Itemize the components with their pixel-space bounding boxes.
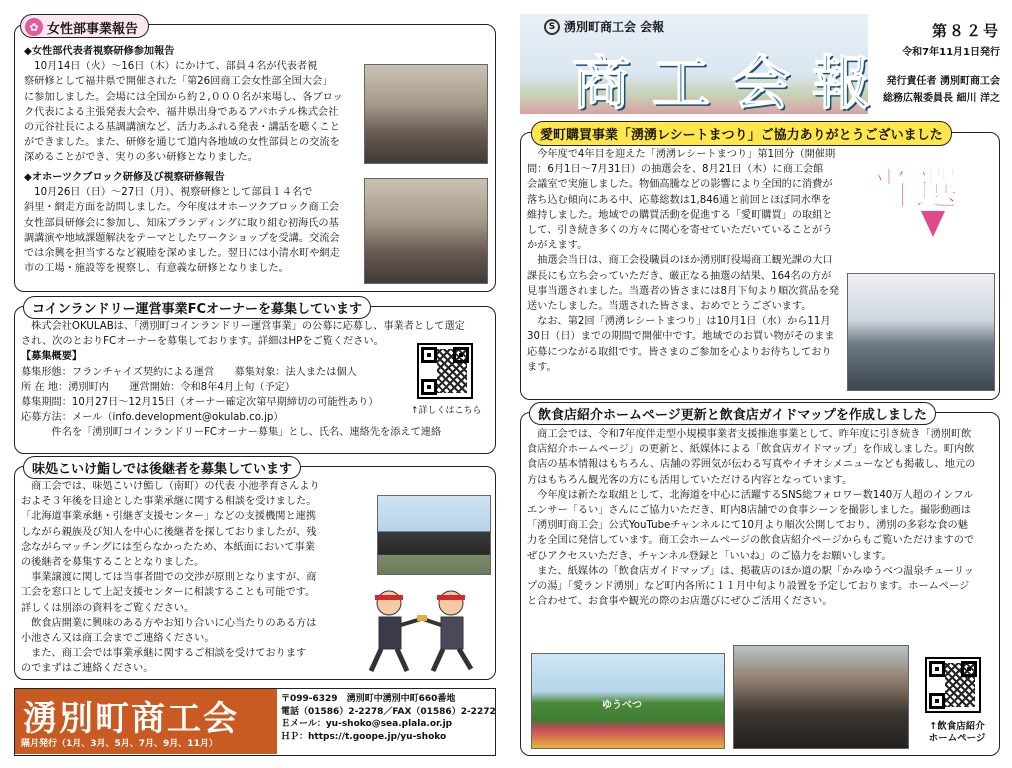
women-sub2-line: 市の工場・施設等を視察し、有意義な研修となりました。	[24, 263, 289, 275]
receipt-body	[527, 147, 857, 375]
editor: 総務広報委員長 細川 洋之	[883, 93, 1000, 104]
laundry-outline-line: 応募方法：メール（info.development@okulab.co.jp）	[21, 412, 284, 424]
sushi-title: 味処こいけ鮨しでは後継者を募集しています	[23, 456, 301, 479]
women-sub1-line: の元谷社長による基調講演など、活力あふれる発表・講話を聴くこと	[24, 122, 340, 134]
sushi-line: また、商工会では事業承継に関するご相談を受けております	[21, 648, 307, 660]
women-sub2-line: 調講演や地域課題解決をテーマとしたワークショップを受講。交流会	[24, 232, 340, 244]
receipt-line: 今年度で4年目を迎えた「湧湧レシートまつり」第1回分（開催期	[527, 149, 836, 160]
footer-brand	[15, 689, 277, 754]
issue-number: 第８２号	[931, 22, 1000, 40]
restaurant-section	[520, 408, 1000, 756]
women-sub1-line: に参加しました。会場には全国から約２,０００名が来場し、各ブロッ	[24, 91, 343, 103]
sushi-line: のでまずはご連絡ください。	[21, 663, 154, 675]
receipt-line: 課長にも立ち会っていただき、厳正なる抽選の結果、164名の方が	[527, 270, 832, 282]
restaurant-title: 飲食店紹介ホームページ更新と飲食店ガイドマップを作成しました	[529, 402, 936, 425]
women-sub1-line: ク代表による主張発表大会や、福井県出身であるアパホテル株式会社	[24, 106, 339, 118]
winner-graphic: 当選	[867, 164, 963, 215]
sushi-line: 詳しくは別添の資料をご覧ください。	[21, 602, 195, 614]
lottery-photo	[847, 273, 995, 391]
restaurant-line: 食店の基本情報はもちろん、店舗の雰囲気が伝わる写真やイチオシメニューなども掲載し、地元の	[527, 459, 976, 471]
women-sub1-line: 察研修として福井県で開催された「第26回商工会女性部全国大会」	[24, 76, 333, 88]
women-sub2-heading: ◆オホーツクブロック研修及び視察研修報告	[24, 172, 225, 183]
footer-hp[interactable]: ＨＰ：https://t.goope.jp/yu-shoko	[281, 731, 447, 742]
laundry-intro-line: され、次のとおりFCオーナーを募集しております。詳細はHPをご覧ください。	[21, 336, 384, 348]
masthead	[520, 14, 1000, 117]
receipt-line: 30日（日）までの期間で開催中です。地域でのお買い物がそのまま	[527, 331, 835, 343]
receipt-line: 間：6月1日～7月31日）の抽選会を、8月21日（木）に商工会館	[527, 164, 824, 176]
restaurant-line: エンサー「るい」さんにご協力いただき、町内8店舗での食事シーンを撮影しました。撮影動画は	[527, 505, 971, 517]
sushi-body	[21, 479, 371, 677]
women-section-title: ✿ 女性部事業報告	[20, 14, 149, 38]
influencer-food-photo	[733, 645, 909, 749]
restaurant-line: と合わせて、お食事や観光の際のお店選びにぜひご活用ください。	[527, 596, 833, 608]
laundry-qr-code[interactable]	[417, 343, 473, 399]
receipt-line: 抽選会当日は、商工会役職員のほか湧別町役場商工観光課の大口	[527, 255, 833, 267]
footer-email[interactable]: Ｅメール：yu-shoko@sea.plala.or.jp	[281, 719, 453, 729]
restaurant-line: 今年度は新たな取組として、北海道を中心に活躍するSNS総フォロワー数140万人超のインフル	[527, 489, 974, 501]
sushi-line: 商工会では、味処こいけ鮨し（南町）の代表 小池孝育さんより	[21, 481, 320, 492]
restaurant-line: プの湯」「愛ランド湧別」など町内各所に１１月中旬より設置を予定しております。ホームページ	[527, 581, 970, 593]
sushi-line: しながら親族及び知人を中心に後継者を探しておりましたが、残	[21, 526, 317, 538]
women-sub1-line: 深めることができ、実りの多い研修となりました。	[24, 152, 258, 164]
sushi-line: の後継者を募集することとなりました。	[21, 557, 205, 569]
right-column	[520, 14, 1000, 756]
laundry-title: コインランドリー運営事業FCオーナーを募集しています	[23, 296, 371, 319]
sushi-line: 工会を窓口として上記支援センターに相談することも可能です。	[21, 587, 316, 599]
laundry-intro-line: 株式会社OKULABは、「湧別町コインランドリー運営事業」の公募に応募し、事業者として選定	[21, 321, 465, 332]
receipt-section	[520, 128, 1000, 400]
restaurant-body	[527, 427, 997, 609]
sushi-line: 飲食店開業に興味のある方やお知り合いに心当たりのある方は	[21, 617, 317, 629]
laundry-qr-caption: ↑詳しくはこちら	[411, 406, 482, 416]
laundry-outline-heading: 【募集概要】	[21, 351, 83, 363]
women-sub2	[24, 170, 362, 276]
receipt-line: かがえます。	[527, 240, 588, 252]
women-sub2-line: 斜里・網走方面を訪問しました。今年度はオホーツクブロック商工会	[24, 202, 340, 214]
restaurant-line: 商工会では、令和7年度伴走型小規模事業者支援推進事業として、昨年度に引き続き「湧別町飲	[527, 429, 972, 440]
receipt-line: 会議室で実施しました。物価高騰などの影響により全国的に消費が	[527, 179, 833, 191]
receipt-line: 維持しました。地域での購買活動を促進する「愛町購買」の取組と	[527, 209, 833, 221]
flower-icon: ✿	[25, 18, 43, 36]
receipt-line: なお、第2回「湧湧レシートまつり」は10月1日（水）から11月	[527, 316, 831, 328]
relay-runners-icon	[359, 585, 489, 675]
sushi-line: およそ３年後を目途とした事業承継に関する相談を受けました。	[21, 496, 317, 508]
tulip-photo-caption: ゆうべつ	[602, 700, 642, 711]
masthead-brand: S 湧別町商工会 会報	[544, 18, 664, 35]
shokokai-logo-icon: S	[544, 19, 560, 35]
restaurant-line: ぜひアクセスいただき、チャンネル登録と「いいね」のご協力をお願いします。	[527, 550, 892, 562]
sushi-shop-photo	[377, 495, 491, 575]
laundry-outline-line: 募集形態：フランチャイズ契約による運営 募集対象：法人または個人	[21, 366, 357, 378]
women-sub2-line: 10月26日（日）～27日（月）、視察研修として部員１４名で	[24, 187, 313, 199]
restaurant-qr-caption: ↑飲食店紹介 ホームページ	[928, 721, 986, 744]
laundry-outline-line: 件名を「湧別町コインランドリーFCオーナー募集」とし、氏名、連絡先を添えて連絡	[21, 427, 442, 439]
women-conference-photo	[364, 64, 488, 164]
sushi-line: 小池さん又は商工会までご連絡ください。	[21, 633, 215, 645]
sushi-line: 「北海道事業承継・引継ぎ支援センター」などの支援機関と連携	[21, 511, 317, 523]
women-sub1-line: ができました。また、研修を通じて道内各地域の女性部員との交流を	[24, 137, 340, 149]
restaurant-qr-code[interactable]	[925, 657, 981, 713]
receipt-title: 愛町購買事業「湧湧レシートまつり」ご協力ありがとうございました	[531, 121, 952, 146]
publisher: 発行責任者 湧別町商工会	[886, 76, 1000, 87]
women-block-photo	[364, 178, 488, 284]
footer-postal: 〒099-6329 湧別町中湧別中町660番地	[281, 694, 456, 704]
restaurant-line: また、紙媒体の「飲食店ガイドマップ」は、掲載店のほか道の駅「かみゆうべつ温泉チューリッ	[527, 565, 974, 577]
sushi-section	[14, 462, 496, 680]
women-sub1-heading: ◆女性部代表者視察研修参加報告	[24, 46, 175, 57]
laundry-outline-line: 募集期間：10月27日～12月15日（オーナー確定次第早期締切の可能性あり）	[21, 397, 379, 409]
women-sub1	[24, 44, 362, 166]
receipt-line: して、引き続き多くの方々に関心を寄せていただいていることがう	[527, 225, 833, 237]
receipt-line: ます。	[527, 361, 557, 373]
sushi-line: 念ながらマッチングには至らなかったため、本紙面において事業	[21, 541, 315, 553]
footer	[14, 688, 496, 756]
receipt-line: 見事当選されました。当選者の皆さまには8月下旬より順次賞品を発	[527, 285, 840, 297]
party-popper-icon	[921, 211, 945, 237]
women-sub1-line: 10月14日（火）～16日（木）にかけて、部員４名が代表者視	[24, 61, 318, 73]
footer-contact	[281, 693, 496, 743]
women-sub2-line: では余興を担当するなど親睦を深めました。翌日には小清水町や網走	[24, 248, 340, 260]
receipt-line: 応募につながる取組です。皆さまのご参加を心よりお待ちしており	[527, 346, 832, 358]
footer-tel: 電話（01586）2-2278／FAX（01586）2-2272	[281, 706, 496, 717]
left-column	[14, 14, 496, 756]
receipt-line: 落ち込む傾向にある中、応募総数は1,846通と前回とほぼ同水準を	[527, 194, 832, 206]
restaurant-line: 「湧別町商工会」公式YouTubeチャンネルにて10月より順次公開しており、湧別の多彩な食の魅	[527, 520, 968, 532]
women-sub2-line: 女性部員研修会に参加し、知床ブランディングに取り組む初海氏の基	[24, 217, 339, 229]
receipt-line: 送いたしました。当選された皆さま、おめでとうございます。	[527, 301, 812, 313]
masthead-info	[883, 20, 1000, 104]
restaurant-line: 方はもちろん観光客の方にも活用していただける内容となっています。	[527, 474, 853, 486]
restaurant-line: 力を全国に発信しています。商工会ホームページの飲食店紹介ページからもご覧いただけますので	[527, 535, 975, 547]
restaurant-line: 食店紹介ホームページ」の更新と、紙媒体による「飲食店ガイドマップ」を作成しました。町内飲	[527, 444, 975, 456]
laundry-outline-line: 所 在 地：湧別町内 運営開始：令和8年4月上旬（予定）	[21, 381, 296, 393]
tulip-field-photo	[531, 653, 725, 749]
footer-org-name: 湧別町商工会	[23, 699, 239, 739]
footer-schedule: 隔月発行（1月、3月、5月、7月、9月、11月）	[21, 739, 218, 749]
masthead-title: 商工会報	[572, 49, 893, 117]
laundry-section	[14, 302, 496, 454]
issue-date: 令和7年11月1日発行	[902, 47, 1000, 58]
relay-illustration	[359, 585, 489, 675]
sushi-line: 事業譲渡に関しては当事者間での交渉が原則となりますが、商	[21, 572, 317, 584]
